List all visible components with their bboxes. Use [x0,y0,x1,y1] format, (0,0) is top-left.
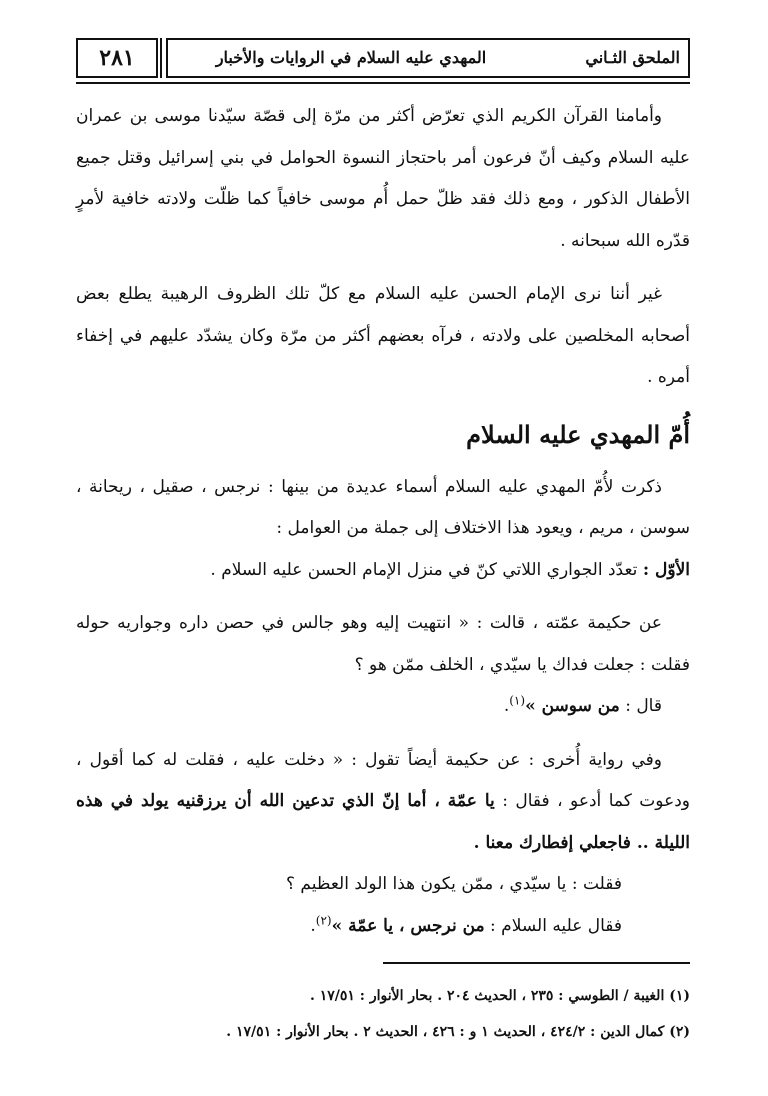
quote-prefix: قال : [625,696,662,716]
paragraph-gap [76,728,690,740]
paragraph-7 [76,740,690,865]
quote-answer: من سوسن » [525,696,620,716]
footnote-2: (٢) كمال الدين : ٤٢٤/٢ ، الحديث ١ و : ٤٢٦ ، الحديث ٢ . بحار الأنوار : ١٧/٥١ . [226,1024,690,1040]
main-text [76,96,690,947]
paragraph-gap [76,262,690,274]
paragraph-3: ذكرت لأُمّ المهدي عليه السلام أسماء عديدة من بينها : نرجس ، صقيل ، ريحانة ، سوسن ، مريم ، ويعود هذا الاختلاف إلى جملة من العوامل : [76,476,690,538]
paragraph-6: قال : من سوسن »$^{(١)}$. [503,693,662,716]
page-number: ٢٨١ [99,45,135,71]
first-factor-text: تعدّد الجواري اللاتي كنّ في منزل الإمام الحسن عليه السلام . [210,559,638,580]
section-title: الملحق الثـاني [585,48,680,67]
paragraph-8: فقلت : يا سيّدي ، ممّن يكون هذا الولد العظيم ؟ [286,874,622,894]
running-header [76,38,690,82]
book-title: المهدي عليه السلام في الروايات والأخبار [215,48,487,67]
paragraph-5: عن حكيمة عمّته ، قالت : « انتهيت إليه وهو جالس في حصن داره وجواريه حوله فقلت : جعلت فداك يا سيّدي ، الخلف ممّن هو ؟ [76,613,690,675]
section-heading: أُمّ المهدي عليه السلام [466,419,690,449]
footnotes [76,978,690,1050]
paragraph-gap [76,591,690,603]
paragraph-9: فقال عليه السلام : من نرجس ، يا عمّة »$^{(٢)}$. [310,912,622,936]
paragraph-4 [76,550,690,592]
footnote-separator [383,962,690,964]
footnote-1: (١) الغيبة / الطوسي : ٢٣٥ ، الحديث ٢٠٤ . بحار الأنوار : ١٧/٥١ . [309,988,690,1004]
narration-quote: يا عمّة ، أما إنّ الذي تدعين الله أن يرزقنيه يولد في هذه الليلة .. فاجعلي إفطارك معنا . [76,791,690,853]
footnote-ref-2: (٢) [315,912,332,927]
header-divider [160,38,162,78]
paragraph-2: غير أننا نرى الإمام الحسن عليه السلام مع كلّ تلك الظروف الرهيبة يطلع بعض أصحابه المخلصين على ولادته ، فرآه بعضهم أكثر من مرّة وكان يشدّد عليهم في إخفاء أمره . [76,284,690,387]
header-underline [76,82,690,84]
paragraph-1: وأمامنا القرآن الكريم الذي تعرّض أكثر من مرّة إلى قصّة سيّدنا موسى بن عمران عليه السلام وكيف أنّ فرعون أمر باحتجاز النسوة الحوامل في بني إسرائيل وقتل جميع الأطفال الذكور ، ومع ذلك فقد ظلّ حمل أُم موسى خافياً كما ظلّت ولادته خافية لأمرٍ قدّره الله سبحانه . [76,106,691,251]
footnote-ref-1: (١) [509,693,526,708]
answer-text: من نرجس ، يا عمّة » [331,915,485,936]
answer-prefix: فقال عليه السلام : [490,915,622,936]
first-factor-label: الأوّل : [642,559,690,580]
narration-text: وفي رواية أُخرى : عن حكيمة أيضاً تقول : « دخلت عليه ، فقلت له كما أقول ، ودعوت كما أدعو ، فقال : [76,749,691,811]
